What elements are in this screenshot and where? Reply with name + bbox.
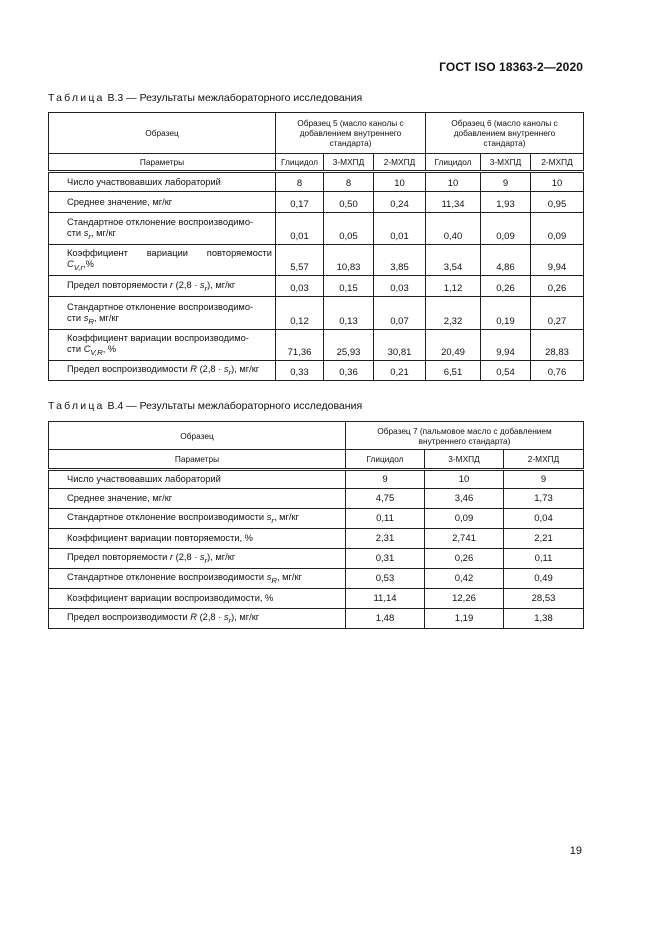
symbol-sub: r (228, 368, 232, 377)
param-text: ,% (83, 259, 94, 270)
cell-value: 0,09 (481, 213, 531, 245)
col-header: Глицидол (346, 450, 425, 470)
param-text: (2,8 · (196, 611, 224, 622)
cell-value: 0,09 (425, 509, 504, 529)
symbol: s (223, 364, 229, 375)
col-header: 2-МХПД (374, 154, 426, 172)
symbol: C (67, 259, 74, 270)
cell-value: 9,94 (481, 330, 531, 361)
sample-header: Образец (49, 422, 346, 450)
symbol-sub: V,r (73, 263, 84, 272)
cell-value: 0,11 (504, 549, 584, 569)
cell-value: 8 (276, 172, 324, 192)
table-row (49, 361, 584, 381)
symbol-sub: R (271, 575, 277, 585)
table-row (49, 172, 584, 192)
table-row (49, 192, 584, 213)
table-row (49, 276, 584, 297)
cell-value: 10 (531, 172, 584, 192)
cell-value: 3,46 (425, 489, 504, 509)
symbol-sub: r (228, 615, 232, 625)
symbol: C (83, 344, 91, 355)
cell-value: 28,53 (504, 589, 584, 609)
table-b4-caption (48, 400, 362, 412)
param-name: Среднее значение, мг/кг (49, 192, 276, 213)
param-text: Предел воспроизводимости (67, 364, 191, 375)
param-text: , мг/кг (93, 313, 119, 324)
cell-value: 0,31 (346, 549, 425, 569)
symbol-sub: R (88, 317, 94, 326)
cell-value: 0,12 (276, 297, 324, 330)
param-name (49, 297, 276, 330)
cell-value: 9 (504, 470, 584, 489)
table-row (49, 330, 584, 361)
cell-value: 0,01 (374, 213, 426, 245)
table-b3-caption-title: В.3 — Результаты межлабораторного исследования (107, 92, 363, 104)
param-name (49, 361, 276, 381)
cell-value: 1,93 (481, 192, 531, 213)
table-row (49, 470, 584, 489)
param-text: сти (67, 344, 84, 355)
param-line2 (67, 313, 119, 326)
param-name: Коэффициент вариации воспроизводимости, % (49, 589, 346, 609)
symbol-sub: r (271, 515, 274, 525)
cell-value: 2,741 (425, 529, 504, 549)
sample7-header: Образец 7 (пальмовое масло с добавлением внутреннего стандарта) (346, 422, 584, 450)
table-b4 (48, 421, 584, 629)
param-line2 (67, 228, 116, 241)
params-header: Параметры (49, 154, 276, 172)
cell-value: 0,53 (346, 569, 425, 589)
param-name (49, 276, 276, 297)
cell-value: 10,83 (324, 245, 374, 276)
table-row (49, 489, 584, 509)
col-header: Глицидол (426, 154, 481, 172)
symbol: s (223, 611, 229, 622)
table-row (49, 213, 584, 245)
param-line1: Коэффициент вариации воспроизводимо- (67, 333, 249, 344)
col-header: 2-МХПД (531, 154, 584, 172)
cell-value: 0,21 (374, 361, 426, 381)
table-row (49, 509, 584, 529)
symbol-sub: V,R (90, 348, 103, 357)
param-name (49, 330, 276, 361)
standard-designation: ГОСТ ISO 18363-2—2020 (439, 60, 583, 74)
table-b3-caption-prefix: Таблица (48, 92, 105, 104)
param-text: Предел повторяемости (67, 280, 170, 291)
symbol: R (190, 611, 197, 622)
cell-value: 0,49 (504, 569, 584, 589)
table-row (49, 245, 584, 276)
cell-value: 0,76 (531, 361, 584, 381)
symbol: s (266, 511, 272, 522)
sample5-header: Образец 5 (масло канолы с добавлением внутреннего стандарта) (276, 113, 426, 154)
param-text: ), мг/кг (207, 280, 236, 291)
cell-value: 0,03 (276, 276, 324, 297)
param-name: Число участвовавших лабораторий (49, 172, 276, 192)
table-b4-caption-prefix: Таблица (48, 400, 105, 412)
cell-value: 1,48 (346, 609, 425, 629)
table-row (49, 297, 584, 330)
param-name (49, 213, 276, 245)
param-name: Коэффициент вариации повторяемости, % (49, 529, 346, 549)
cell-value: 3,54 (426, 245, 481, 276)
symbol-sub: r (204, 284, 208, 293)
cell-value: 10 (374, 172, 426, 192)
param-name: Среднее значение, мг/кг (49, 489, 346, 509)
cell-value: 20,49 (426, 330, 481, 361)
param-name (49, 509, 346, 529)
param-text: Стандартное отклонение воспроизводимости (67, 511, 267, 522)
cell-value: 0,36 (324, 361, 374, 381)
cell-value: 0,11 (346, 509, 425, 529)
col-header: 3-МХПД (324, 154, 374, 172)
symbol-sub: r (204, 555, 208, 565)
param-text: , % (102, 344, 117, 355)
cell-value: 0,26 (425, 549, 504, 569)
symbol: r (169, 280, 174, 291)
param-text: , мг/кг (276, 571, 302, 582)
cell-value: 9 (346, 470, 425, 489)
table-b3 (48, 112, 584, 381)
cell-value: 0,40 (426, 213, 481, 245)
cell-value: 0,26 (481, 276, 531, 297)
cell-value: 0,04 (504, 509, 584, 529)
param-line1: Коэффициент вариации повторяемости (67, 248, 272, 259)
cell-value: 1,12 (426, 276, 481, 297)
param-name (49, 609, 346, 629)
cell-value: 11,14 (346, 589, 425, 609)
param-text: ), мг/кг (207, 551, 236, 562)
cell-value: 9,94 (531, 245, 584, 276)
cell-value: 71,36 (276, 330, 324, 361)
cell-value: 0,42 (425, 569, 504, 589)
cell-value: 1,73 (504, 489, 584, 509)
cell-value: 0,26 (531, 276, 584, 297)
cell-value: 0,13 (324, 297, 374, 330)
table-b4-caption-title: В.4 — Результаты межлабораторного исследования (107, 400, 363, 412)
param-line1: Стандартное отклонение воспроизводимо- (67, 217, 254, 228)
cell-value: 12,26 (425, 589, 504, 609)
param-text: ), мг/кг (231, 611, 260, 622)
table-row (49, 569, 584, 589)
param-name (49, 549, 346, 569)
cell-value: 10 (425, 470, 504, 489)
param-text: (2,8 · (196, 364, 224, 375)
param-text: Предел воспроизводимости (67, 611, 191, 622)
symbol: s (199, 280, 205, 291)
param-name (49, 245, 276, 276)
table-row (49, 529, 584, 549)
cell-value: 9 (481, 172, 531, 192)
table-row (49, 609, 584, 629)
cell-value: 10 (426, 172, 481, 192)
cell-value: 1,38 (504, 609, 584, 629)
param-text: Предел повторяемости (67, 551, 170, 562)
symbol: R (190, 364, 197, 375)
page-number: 19 (569, 845, 582, 857)
cell-value: 0,17 (276, 192, 324, 213)
cell-value: 0,24 (374, 192, 426, 213)
cell-value: 28,83 (531, 330, 584, 361)
cell-value: 0,09 (531, 213, 584, 245)
cell-value: 2,21 (504, 529, 584, 549)
param-name (49, 569, 346, 589)
param-text: ), мг/кг (231, 364, 260, 375)
symbol: r (169, 551, 174, 562)
cell-value: 0,54 (481, 361, 531, 381)
cell-value: 30,81 (374, 330, 426, 361)
sample-header: Образец (49, 113, 276, 154)
param-text: , мг/кг (273, 511, 299, 522)
param-text: (2,8 · (173, 280, 200, 291)
cell-value: 3,85 (374, 245, 426, 276)
cell-value: 4,86 (481, 245, 531, 276)
cell-value: 4,75 (346, 489, 425, 509)
param-name: Число участвовавших лабораторий (49, 470, 346, 489)
col-header: Глицидол (276, 154, 324, 172)
param-line2 (67, 344, 117, 357)
cell-value: 6,51 (426, 361, 481, 381)
param-line1: Стандартное отклонение воспроизводимо- (67, 302, 254, 313)
table-row (49, 589, 584, 609)
param-text: (2,8 · (173, 551, 200, 562)
param-text: , мг/кг (90, 228, 116, 239)
cell-value: 0,07 (374, 297, 426, 330)
col-header: 3-МХПД (425, 450, 504, 470)
cell-value: 0,27 (531, 297, 584, 330)
param-text: сти (67, 313, 84, 324)
cell-value: 25,93 (324, 330, 374, 361)
symbol: s (83, 228, 89, 239)
cell-value: 0,33 (276, 361, 324, 381)
params-header: Параметры (49, 450, 346, 470)
table-row (49, 549, 584, 569)
symbol: s (199, 551, 205, 562)
param-text: Стандартное отклонение воспроизводимости (67, 571, 267, 582)
cell-value: 0,50 (324, 192, 374, 213)
cell-value: 2,31 (346, 529, 425, 549)
cell-value: 0,05 (324, 213, 374, 245)
cell-value: 0,03 (374, 276, 426, 297)
param-text: сти (67, 228, 84, 239)
symbol-sub: r (88, 232, 91, 241)
cell-value: 8 (324, 172, 374, 192)
symbol: s (266, 571, 272, 582)
sample6-header: Образец 6 (масло канолы с добавлением внутреннего стандарта) (426, 113, 584, 154)
cell-value: 5,57 (276, 245, 324, 276)
cell-value: 0,15 (324, 276, 374, 297)
param-line2 (67, 259, 94, 272)
col-header: 2-МХПД (504, 450, 584, 470)
table-b3-caption (48, 92, 362, 104)
cell-value: 1,19 (425, 609, 504, 629)
cell-value: 11,34 (426, 192, 481, 213)
col-header: 3-МХПД (481, 154, 531, 172)
symbol: s (83, 313, 89, 324)
cell-value: 0,01 (276, 213, 324, 245)
cell-value: 0,19 (481, 297, 531, 330)
cell-value: 2,32 (426, 297, 481, 330)
cell-value: 0,95 (531, 192, 584, 213)
